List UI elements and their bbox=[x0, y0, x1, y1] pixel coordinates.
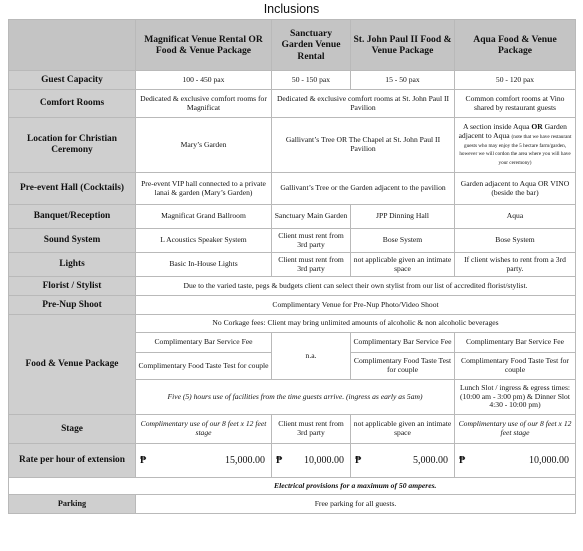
cell-lights-stjohn: not applicable given an intimate space bbox=[351, 253, 455, 277]
cell-taste-magnificat: Complimentary Food Taste Test for couple bbox=[136, 353, 272, 380]
cell-location-sanctuary-stjohn: Gallivant’s Tree OR The Chapel at St. John Paul II Pavilion bbox=[272, 118, 455, 173]
header-sanctuary: Sanctuary Garden Venue Rental bbox=[272, 20, 351, 71]
row-parking bbox=[9, 495, 576, 514]
cell-rate-aqua bbox=[455, 444, 576, 478]
row-banquet bbox=[9, 205, 576, 229]
row-electrical bbox=[9, 478, 576, 495]
cell-lights-aqua: If client wishes to rent from a 3rd party. bbox=[455, 253, 576, 277]
cell-capacity-magnificat: 100 - 450 pax bbox=[136, 71, 272, 90]
cell-bar-magnificat: Complimentary Bar Service Fee bbox=[136, 333, 272, 353]
cell-sound-sanctuary: Client must rent from 3rd party bbox=[272, 229, 351, 253]
location-aqua-text: A section inside Aqua bbox=[463, 121, 532, 131]
cell-rate-sanctuary bbox=[272, 444, 351, 478]
cell-prenup-all: Complimentary Venue for Pre-Nup Photo/Video Shoot bbox=[136, 296, 576, 315]
cell-comfort-sanctuary-stjohn: Dedicated & exclusive comfort rooms at St. John Paul II Pavilion bbox=[272, 90, 455, 118]
location-aqua-or: OR bbox=[531, 121, 543, 131]
row-guest-capacity bbox=[9, 71, 576, 90]
row-stage bbox=[9, 415, 576, 444]
row-food-corkage bbox=[9, 315, 576, 333]
cell-rate-magnificat bbox=[136, 444, 272, 478]
header-stjohn: St. John Paul II Food & Venue Package bbox=[351, 20, 455, 71]
cell-location-aqua bbox=[455, 118, 576, 173]
row-location bbox=[9, 118, 576, 173]
cell-electrical-all: Electrical provisions for a maximum of 50 amperes. bbox=[136, 478, 576, 495]
cell-lights-magnificat: Basic In-House Lights bbox=[136, 253, 272, 277]
location-aqua-text-2: Garden adjacent to Aqua bbox=[458, 121, 567, 140]
currency-symbol: ₱ bbox=[276, 454, 283, 466]
cell-parking-all: Free parking for all guests. bbox=[136, 495, 576, 514]
header-aqua: Aqua Food & Venue Package bbox=[455, 20, 576, 71]
cell-rate-stjohn bbox=[351, 444, 455, 478]
location-aqua-note: (note that we have restaurant guests who may enjoy the 5 hectare farm/garden, however we will cordon the area where you will have your ceremony) bbox=[459, 133, 572, 167]
cell-sound-magnificat: L Acoustics Speaker System bbox=[136, 229, 272, 253]
row-prenup bbox=[9, 296, 576, 315]
cell-lights-sanctuary: Client must rent from 3rd party bbox=[272, 253, 351, 277]
header-magnificat: Magnificat Venue Rental OR Food & Venue Package bbox=[136, 20, 272, 71]
row-lights bbox=[9, 253, 576, 277]
row-florist bbox=[9, 277, 576, 296]
cell-bar-aqua: Complimentary Bar Service Fee bbox=[455, 333, 576, 353]
label-comfort-rooms: Comfort Rooms bbox=[9, 90, 136, 118]
cell-capacity-aqua: 50 - 120 pax bbox=[455, 71, 576, 90]
cell-taste-stjohn: Complimentary Food Taste Test for couple bbox=[351, 353, 455, 380]
rate-value: 5,000.00 bbox=[413, 454, 448, 466]
row-sound bbox=[9, 229, 576, 253]
label-pre-event: Pre-event Hall (Cocktails) bbox=[9, 173, 136, 205]
label-guest-capacity: Guest Capacity bbox=[9, 71, 136, 90]
page-title: Inclusions bbox=[263, 2, 320, 16]
row-comfort-rooms bbox=[9, 90, 576, 118]
cell-banquet-magnificat: Magnificat Grand Ballroom bbox=[136, 205, 272, 229]
label-sound: Sound System bbox=[9, 229, 136, 253]
cell-stage-magnificat: Complimentary use of our 8 feet x 12 feet stage bbox=[136, 415, 272, 444]
label-rate: Rate per hour of extension bbox=[9, 444, 136, 478]
label-prenup: Pre-Nup Shoot bbox=[9, 296, 136, 315]
cell-banquet-sanctuary: Sanctuary Main Garden bbox=[272, 205, 351, 229]
label-lights: Lights bbox=[9, 253, 136, 277]
currency-symbol: ₱ bbox=[459, 454, 466, 466]
label-florist: Florist / Stylist bbox=[9, 277, 136, 296]
cell-hours-aqua: Lunch Slot / ingress & egress times: (10:00 am - 3:00 pm) & Dinner Slot 4:30 - 10:00 pm) bbox=[455, 380, 576, 415]
cell-bar-stjohn: Complimentary Bar Service Fee bbox=[351, 333, 455, 353]
row-rate bbox=[9, 444, 576, 478]
cell-capacity-sanctuary: 50 - 150 pax bbox=[272, 71, 351, 90]
header-corner bbox=[9, 20, 136, 71]
inclusions-table bbox=[8, 19, 576, 514]
label-parking: Parking bbox=[9, 495, 136, 514]
cell-sound-aqua: Bose System bbox=[455, 229, 576, 253]
cell-comfort-aqua: Common comfort rooms at Vino shared by restaurant guests bbox=[455, 90, 576, 118]
cell-hours-common: Five (5) hours use of facilities from the time guests arrive. (ingress as early as 5am) bbox=[136, 380, 455, 415]
label-stage: Stage bbox=[9, 415, 136, 444]
currency-symbol: ₱ bbox=[140, 454, 147, 466]
cell-food-na-sanctuary: n.a. bbox=[272, 333, 351, 380]
cell-capacity-stjohn: 15 - 50 pax bbox=[351, 71, 455, 90]
cell-sound-stjohn: Bose System bbox=[351, 229, 455, 253]
cell-corkage-all: No Corkage fees: Client may bring unlimited amounts of alcoholic & non alcoholic beverages bbox=[136, 315, 576, 333]
row-pre-event bbox=[9, 173, 576, 205]
cell-location-magnificat: Mary’s Garden bbox=[136, 118, 272, 173]
rate-value: 15,000.00 bbox=[225, 454, 265, 466]
label-location: Location for Christian Ceremony bbox=[9, 118, 136, 173]
cell-stage-stjohn: not applicable given an intimate space bbox=[351, 415, 455, 444]
rate-value: 10,000.00 bbox=[529, 454, 569, 466]
cell-preevent-aqua: Garden adjacent to Aqua OR VINO (beside the bar) bbox=[455, 173, 576, 205]
rate-value: 10,000.00 bbox=[304, 454, 344, 466]
currency-symbol: ₱ bbox=[355, 454, 362, 466]
electrical-blank bbox=[9, 478, 136, 495]
cell-banquet-aqua: Aqua bbox=[455, 205, 576, 229]
cell-florist-all: Due to the varied taste, pegs & budgets client can select their own stylist from our list of accredited florist/stylist. bbox=[136, 277, 576, 296]
cell-comfort-magnificat: Dedicated & exclusive comfort rooms for Magnificat bbox=[136, 90, 272, 118]
cell-stage-aqua: Complimentary use of our 8 feet x 12 feet stage bbox=[455, 415, 576, 444]
cell-preevent-magnificat: Pre-event VIP hall connected to a private lanai & garden (Mary’s Garden) bbox=[136, 173, 272, 205]
header-row bbox=[9, 20, 576, 71]
cell-taste-aqua: Complimentary Food Taste Test for couple bbox=[455, 353, 576, 380]
label-food-venue: Food & Venue Package bbox=[9, 315, 136, 415]
cell-stage-sanctuary: Client must rent from 3rd party bbox=[272, 415, 351, 444]
label-banquet: Banquet/Reception bbox=[9, 205, 136, 229]
cell-preevent-sanctuary-stjohn: Gallivant’s Tree or the Garden adjacent to the pavilion bbox=[272, 173, 455, 205]
cell-banquet-stjohn: JPP Dinning Hall bbox=[351, 205, 455, 229]
